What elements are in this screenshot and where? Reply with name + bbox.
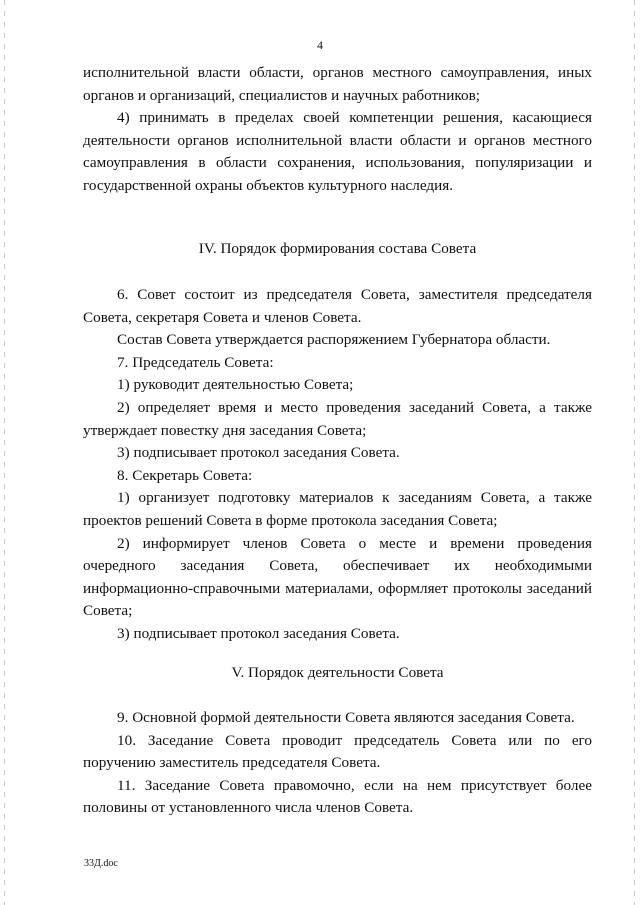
- page-number: 4: [317, 38, 323, 52]
- paragraph: 2) информирует членов Совета о месте и времени проведения очередного заседания Совета, обеспечивает их необходимыми информационно-справочными материалами, оформляет протоколы заседаний Совета;: [83, 534, 592, 620]
- section-heading: V. Порядок деятельности Совета: [231, 664, 444, 681]
- paragraph: 10. Заседание Совета проводит председатель Совета или по его поручению заместитель председателя Совета.: [83, 731, 592, 772]
- paragraph: 8. Секретарь Совета:: [117, 466, 253, 484]
- paragraph: 1) организует подготовку материалов к заседаниям Совета, а также проектов решений Совета в форме протокола заседания Совета;: [83, 489, 592, 529]
- paragraph: 11. Заседание Совета правомочно, если на нем присутствует более половины от установленного числа членов Совета.: [83, 776, 592, 817]
- paragraph: 3) подписывает протокол заседания Совета.: [117, 444, 400, 462]
- file-name-footer: 33Д.doc: [84, 858, 118, 869]
- paragraph: 6. Совет состоит из председателя Совета, заместителя председателя Совета, секретаря Совета и членов Совета.: [83, 286, 592, 326]
- continuation-block: [83, 62, 592, 198]
- section-heading: IV. Порядок формирования состава Совета: [198, 240, 477, 257]
- paragraph: исполнительной власти области, органов местного самоуправления, иных органов и организаций, специалистов и научных работников;: [83, 64, 592, 104]
- paragraph: 9. Основной формой деятельности Совета являются заседания Совета.: [117, 709, 575, 726]
- section-body: [83, 284, 592, 646]
- paragraph: 3) подписывает протокол заседания Совета.: [117, 624, 400, 642]
- paragraph: 7. Председатель Совета:: [117, 353, 274, 371]
- paragraph: Состав Совета утверждается распоряжением Губернатора области.: [117, 331, 551, 349]
- scan-left-edge: [4, 0, 5, 905]
- scan-right-edge: [634, 0, 635, 905]
- paragraph: 2) определяет время и место проведения заседаний Совета, а также утверждает повестку дня заседания Совета;: [83, 398, 592, 439]
- section-body: [83, 707, 592, 820]
- paragraph: 4) принимать в пределах своей компетенции решения, касающиеся деятельности органов исполнительной власти области и органов местного самоуправления в области сохранения, использования, популяризации и государственной охраны объектов культурного наследия.: [83, 109, 592, 194]
- paragraph: 1) руководит деятельностью Совета;: [117, 376, 354, 394]
